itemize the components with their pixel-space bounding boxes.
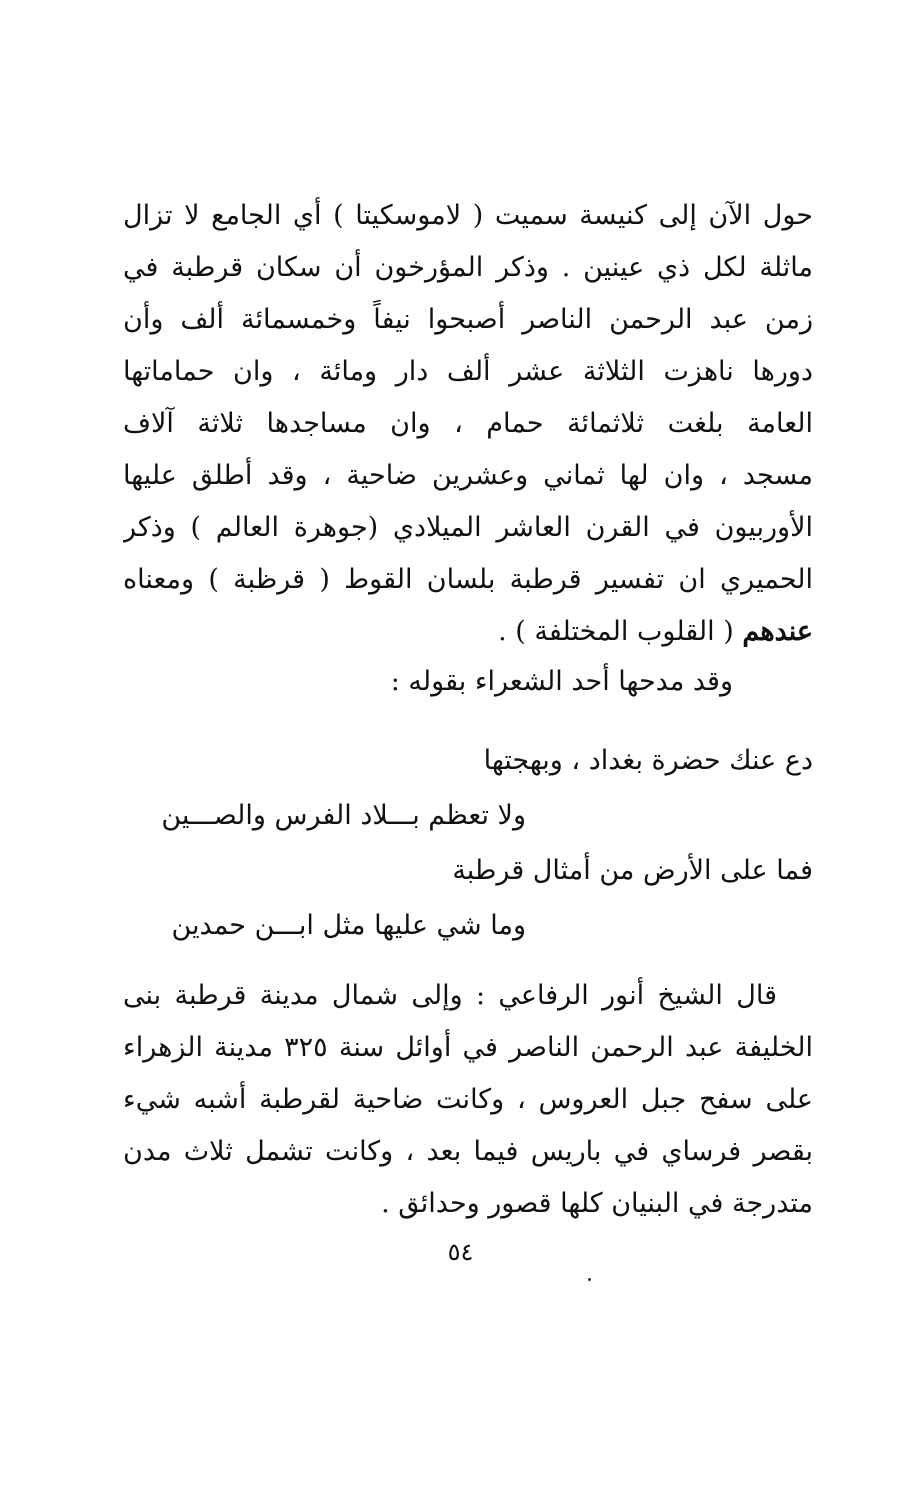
text-line: زمن عبد الرحمن الناصر أصبحوا نيفاً وخمسمائة ألف وأن <box>123 304 813 335</box>
text-line: على سفح جبل العروس ، وكانت ضاحية لقرطبة أشبه شيء <box>123 1084 813 1115</box>
text-line: العامة بلغت ثلاثمائة حمام ، وان مساجدها ثلاثة آلاف <box>123 408 813 439</box>
text-fragment: ( القلوب المختلفة ) . <box>498 616 743 647</box>
bold-word: عندهم <box>742 616 813 647</box>
text-line: الأوربيون في القرن العاشر الميلادي (جوهرة العالم ) وذكر <box>123 512 813 543</box>
poem-verse: فما على الأرض من أمثال قرطبة <box>452 855 813 886</box>
poem-intro: وقد مدحها أحد الشعراء بقوله : <box>390 666 733 697</box>
text-line: حول الآن إلى كنيسة سميت ( لاموسكيتا ) أي الجامع لا تزال <box>123 200 813 231</box>
text-line-last <box>123 606 813 658</box>
text-line-last: متدرجة في البنيان كلها قصور وحدائق . <box>381 1188 813 1219</box>
text-line: ماثلة لكل ذي عينين . وذكر المؤرخون أن سكان قرطبة في <box>123 252 813 283</box>
text-line: بقصر فرساي في باريس فيما بعد ، وكانت تشمل ثلاث مدن <box>123 1136 813 1167</box>
text-line: مسجد ، وان لها ثماني وعشرين ضاحية ، وقد أطلق عليها <box>123 460 813 491</box>
text-line: الحميري ان تفسير قرطبة بلسان القوط ( قرظبة ) ومعناه <box>123 564 813 595</box>
poem-verse: وما شي عليها مثل ابـــن حمدين <box>171 910 526 941</box>
text-line: الخليفة عبد الرحمن الناصر في أوائل سنة ٣٢٥ مدينة الزهراء <box>123 1032 813 1063</box>
paragraph-cordoba-history <box>123 190 813 658</box>
poem-verse: دع عنك حضرة بغداد ، وبهجتها <box>483 745 813 776</box>
print-speck <box>588 1278 591 1281</box>
poem-verse: ولا تعظم بـــلاد الفرس والصـــين <box>161 800 526 831</box>
text-line: دورها ناهزت الثلاثة عشر ألف دار ومائة ، وان حماماتها <box>123 356 813 387</box>
page-number: ٥٤ <box>447 1238 474 1266</box>
text-line: قال الشيخ أنور الرفاعي : وإلى شمال مدينة قرطبة بنى <box>123 980 777 1011</box>
paragraph-zahra <box>123 970 813 1230</box>
